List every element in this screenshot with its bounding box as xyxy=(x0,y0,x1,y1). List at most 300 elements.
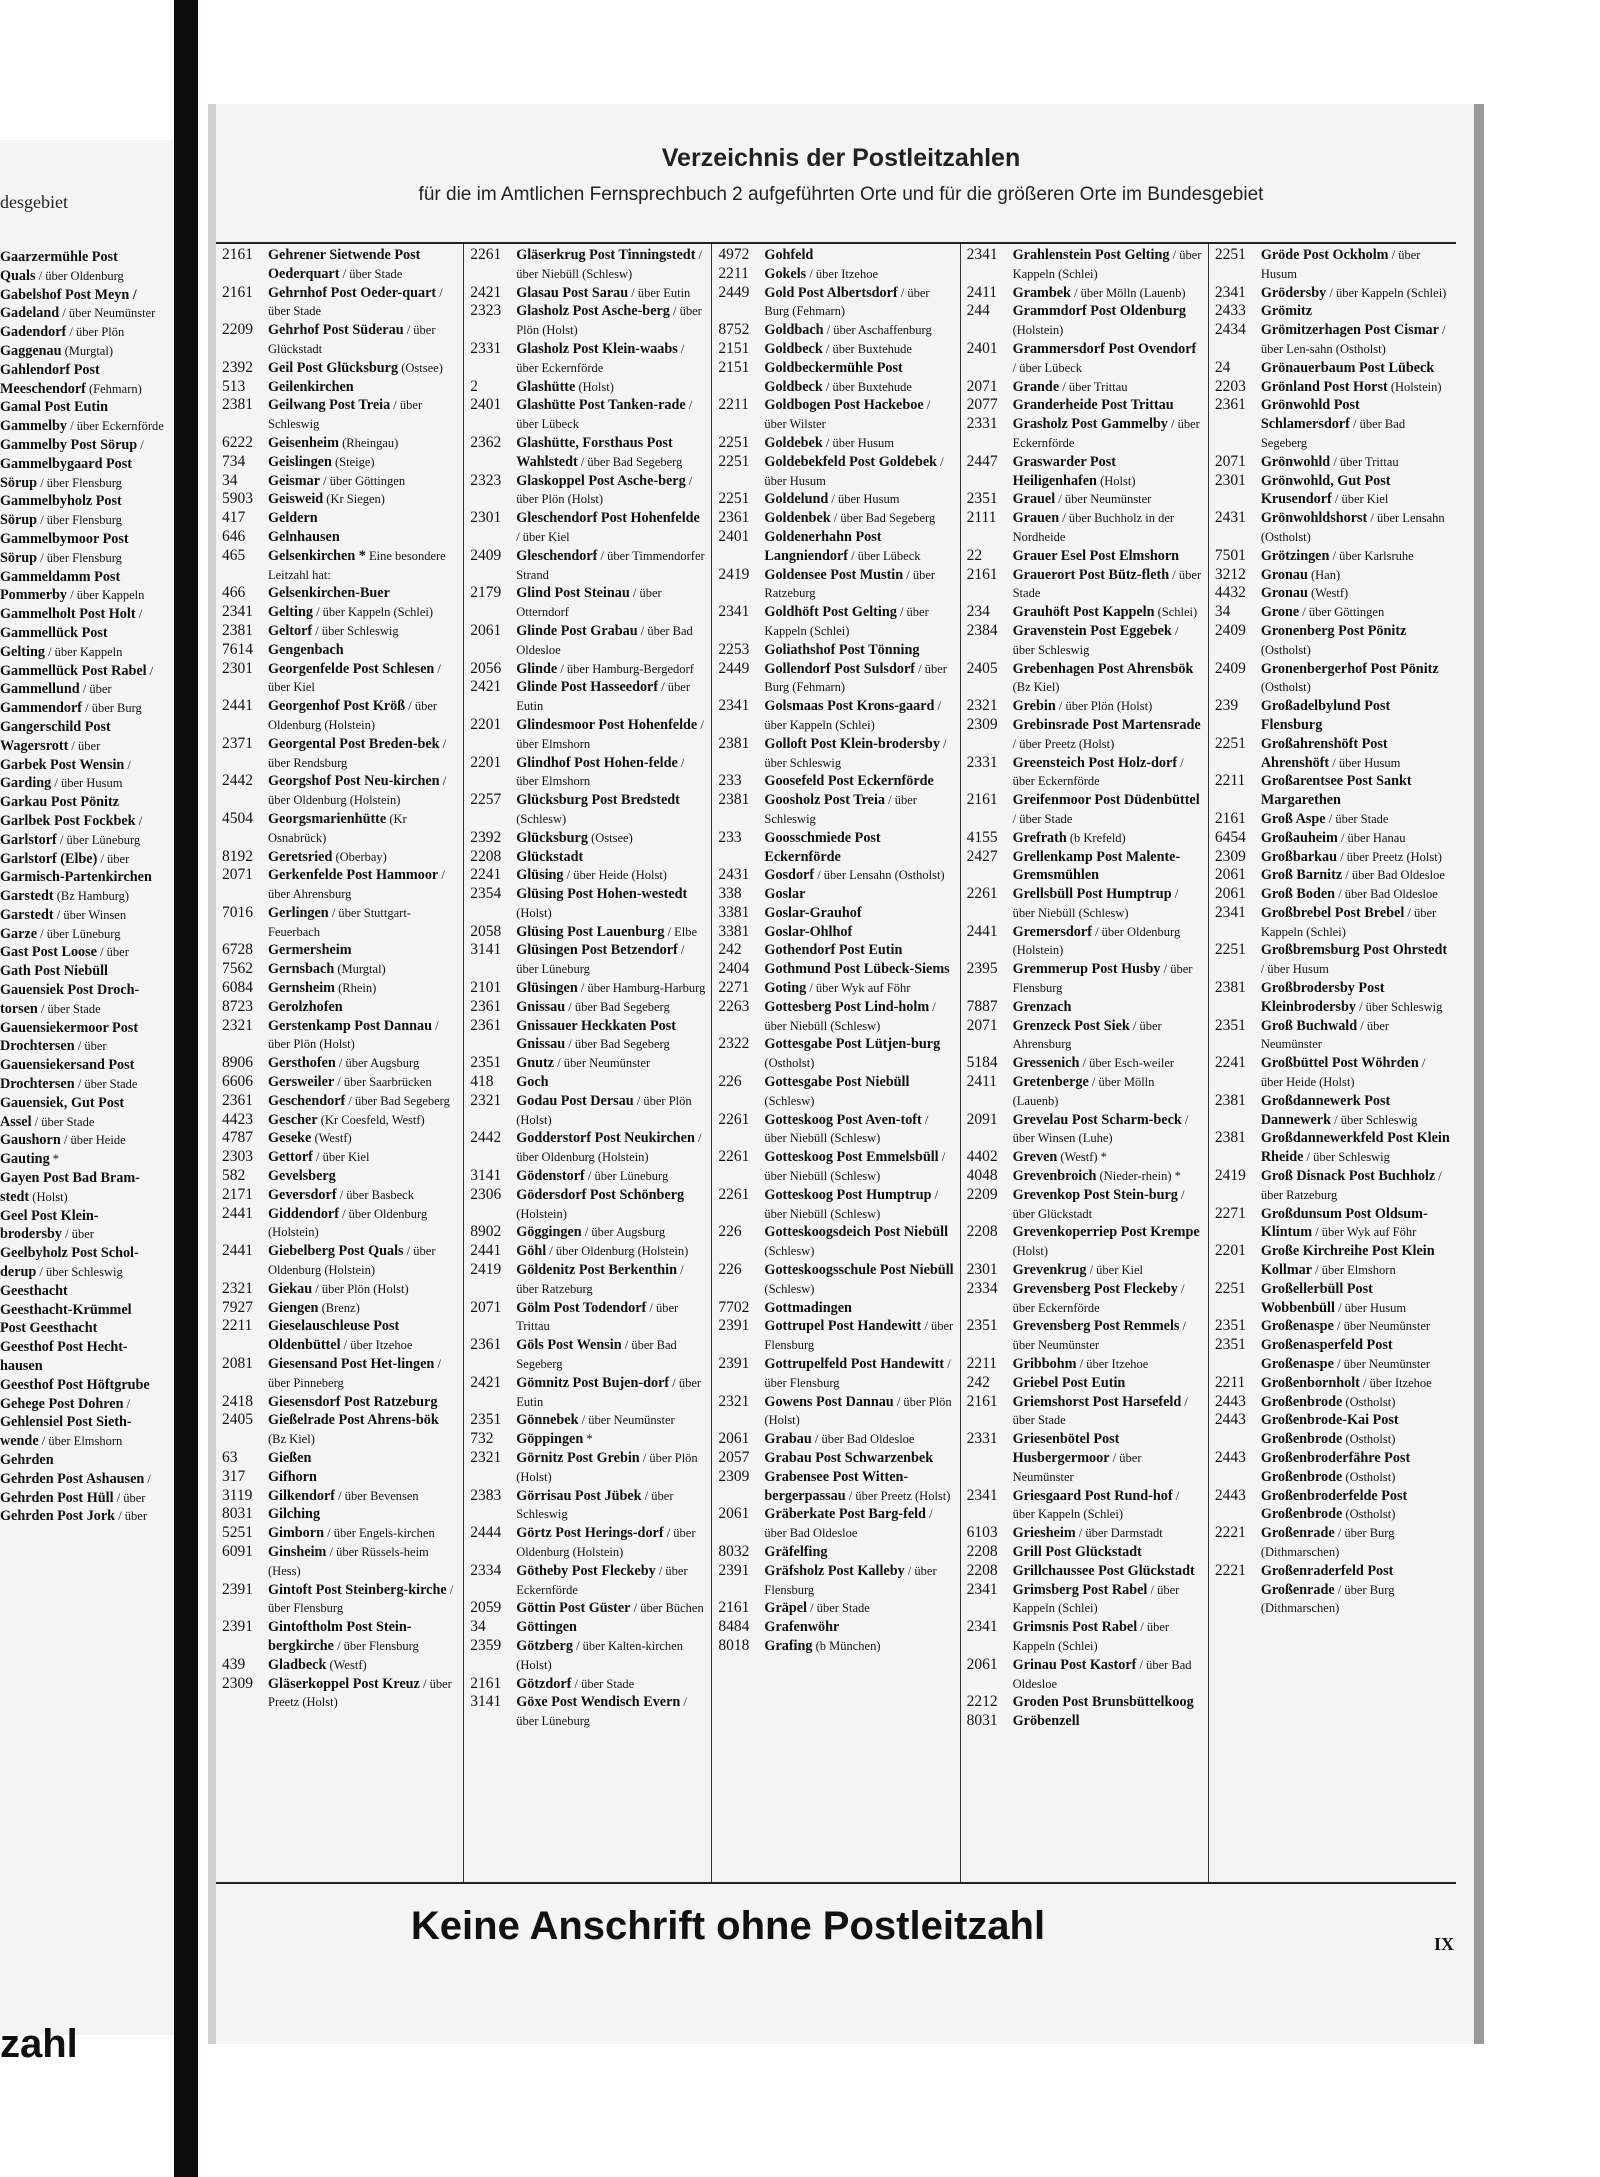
previous-page-entry xyxy=(0,981,198,1000)
place-entry xyxy=(268,1505,457,1524)
place-name: Große Kirchreihe Post Klein Kollmar xyxy=(1260,1243,1435,1279)
place-entry xyxy=(268,284,457,322)
place-name: Grenzeck Post Siek xyxy=(1012,1017,1130,1034)
place-name: Gremersdorf xyxy=(1012,923,1092,940)
place-routing: / über Plön (Holst) xyxy=(516,1451,698,1484)
place-name: Gräfsholz Post Kalleby xyxy=(764,1562,905,1579)
place-entry xyxy=(1261,1336,1450,1374)
place-entry xyxy=(1261,1524,1450,1562)
place-routing: / über Husum xyxy=(822,435,894,450)
place-routing: / über Trittau xyxy=(1059,379,1128,394)
place-routing: / über Stade xyxy=(571,1676,635,1691)
postcode: 2381 xyxy=(718,791,750,809)
place-routing: (Ostholst) xyxy=(764,1056,815,1071)
place-routing: / über Bad Segeberg xyxy=(1260,417,1406,450)
postcode-entry xyxy=(222,697,457,735)
postcode: 2253 xyxy=(718,640,750,658)
postcode: 6103 xyxy=(966,1524,998,1542)
previous-page-entry xyxy=(0,1282,198,1301)
place-name: Großauheim xyxy=(1260,829,1338,846)
previous-page-entry xyxy=(0,1395,198,1414)
place-entry xyxy=(1013,716,1202,754)
previous-page-entry-name: Gamal Post Eutin xyxy=(0,399,108,416)
place-name: Groß Aspe xyxy=(1260,810,1326,827)
postcode: 2261 xyxy=(966,885,998,903)
postcode: 2301 xyxy=(1214,471,1246,489)
place-entry xyxy=(1261,396,1450,452)
previous-page-entry xyxy=(0,492,198,511)
previous-page-entry-name: Gehrden Post Jork xyxy=(0,1508,116,1525)
postcode: 4504 xyxy=(222,809,253,827)
postcode-entry xyxy=(222,941,457,960)
postcode-entry xyxy=(470,1299,705,1337)
place-entry xyxy=(1261,1092,1450,1130)
place-entry xyxy=(516,1017,705,1055)
postcode-entry xyxy=(1215,509,1450,547)
place-name: Gerlingen xyxy=(268,904,329,921)
place-entry xyxy=(516,246,705,284)
postcode-entry xyxy=(967,1261,1202,1280)
previous-page-entry xyxy=(0,1470,198,1489)
place-entry xyxy=(268,1242,457,1280)
place-name: Gieselauschleuse Post Oldenbüttel xyxy=(268,1318,400,1354)
postcode-entry xyxy=(470,979,705,998)
place-entry xyxy=(268,960,457,979)
place-name: Giebelberg Post Quals xyxy=(268,1243,404,1260)
place-entry xyxy=(764,1111,953,1149)
place-name: Gersthofen xyxy=(268,1055,336,1072)
postcode: 2212 xyxy=(966,1693,998,1711)
place-entry xyxy=(516,1223,705,1242)
place-name: Goldenerhahn Post Langniendorf xyxy=(764,528,882,564)
place-routing: / über Kiel xyxy=(1086,1263,1144,1278)
place-routing: / über Preetz (Holst) xyxy=(845,1488,951,1503)
postcode-entry xyxy=(1215,1017,1450,1055)
place-routing: / über Heide (Holst) xyxy=(563,868,667,883)
previous-page-entry-detail: / über Elmshorn xyxy=(38,1434,123,1449)
place-name: Grafenwöhr xyxy=(764,1619,840,1636)
place-name: Griesgaard Post Rund-hof xyxy=(1012,1487,1173,1504)
place-routing: (b München) xyxy=(812,1638,881,1653)
previous-page-entry xyxy=(0,342,198,361)
postcode: 2251 xyxy=(1214,941,1246,959)
postcode: 2309 xyxy=(718,1467,750,1485)
postcode-entry xyxy=(470,547,705,585)
place-name: Georgshof Post Neu-kirchen xyxy=(268,773,440,790)
postcode: 2391 xyxy=(222,1618,253,1636)
postcode: 2331 xyxy=(470,339,502,357)
postcode: 2381 xyxy=(1214,1091,1246,1109)
place-routing: (Holstein) xyxy=(1012,323,1064,338)
previous-page-entry-name: Gehrden xyxy=(0,1452,54,1468)
place-name: Geislingen xyxy=(268,453,332,470)
place-name: Gretenberge xyxy=(1012,1074,1089,1091)
postcode-entry xyxy=(718,396,953,434)
place-entry xyxy=(1013,1261,1202,1280)
place-entry xyxy=(268,378,457,397)
place-entry xyxy=(516,396,705,434)
place-routing: (Oberbay) xyxy=(332,849,387,864)
place-entry xyxy=(1261,378,1450,397)
place-name: Geisweid xyxy=(268,491,324,508)
place-name: Goslar-Grauhof xyxy=(764,904,862,921)
place-routing: / über Bad Oldesloe xyxy=(811,1432,915,1447)
postcode: 582 xyxy=(222,1167,246,1185)
place-routing: / über Neumünster xyxy=(1333,1319,1431,1334)
place-name: Glüsing Post Hohen-westedt xyxy=(516,886,688,903)
place-entry xyxy=(764,1618,953,1637)
place-routing: / über Kappeln (Schlei) xyxy=(764,605,929,638)
postcode: 2321 xyxy=(222,1016,253,1034)
place-entry xyxy=(1013,1317,1202,1355)
previous-page-entry-detail: / xyxy=(123,1396,131,1411)
place-routing: Eine besondere Leitzahl hat: xyxy=(268,548,446,582)
place-name: Gießen xyxy=(268,1450,312,1466)
postcode: 2081 xyxy=(222,1355,253,1373)
place-entry xyxy=(1013,1581,1202,1619)
place-entry xyxy=(516,1411,705,1430)
place-entry xyxy=(268,1299,457,1318)
previous-page-entry-name: Gahlendorf Post xyxy=(0,361,100,378)
postcode: 8031 xyxy=(966,1712,998,1730)
postcode: 2 xyxy=(470,377,478,395)
place-name: Groden Post Brunsbüttelkoog xyxy=(1012,1694,1194,1711)
postcode-entry xyxy=(470,1524,705,1562)
place-name: Glaskoppel Post Asche-berg xyxy=(516,472,686,489)
place-entry xyxy=(1261,1167,1450,1205)
previous-page-entry xyxy=(0,1056,198,1075)
postcode: 2208 xyxy=(966,1223,998,1241)
place-entry xyxy=(516,547,705,585)
place-entry xyxy=(268,1167,457,1186)
postcode-entry xyxy=(222,1675,457,1713)
place-name: Gläserkrug Post Tinningstedt xyxy=(516,247,696,263)
place-routing: / über Stade xyxy=(1325,811,1389,826)
place-entry xyxy=(1013,960,1202,998)
place-name: Gothmund Post Lübeck-Siems xyxy=(764,961,950,978)
previous-page-entry-name: Sörup xyxy=(0,474,38,491)
postcode: 2443 xyxy=(1214,1486,1246,1504)
place-routing: (Kr Osnabrück) xyxy=(268,811,407,845)
place-name: Grebin xyxy=(1012,698,1056,715)
postcode: 2071 xyxy=(222,866,253,884)
postcode-columns xyxy=(216,242,1456,1884)
postcode-entry xyxy=(718,1637,953,1656)
postcode-entry xyxy=(718,960,953,979)
place-entry xyxy=(516,1618,705,1637)
postcode: 2161 xyxy=(470,1674,502,1692)
previous-page-entry-detail: / über Lüneburg xyxy=(37,926,121,941)
place-entry xyxy=(1013,1186,1202,1224)
postcode-entry xyxy=(718,528,953,566)
place-name: Georgsmarienhütte xyxy=(268,810,387,827)
postcode: 8752 xyxy=(718,321,750,339)
place-routing: / über Engels-kirchen xyxy=(323,1526,435,1541)
postcode: 2057 xyxy=(718,1449,750,1466)
place-name: Göttin Post Güster xyxy=(516,1600,631,1617)
place-name: Goldebek xyxy=(764,434,823,451)
place-name: Glücksburg Post Bredstedt xyxy=(516,792,680,809)
postcode: 2442 xyxy=(222,772,253,790)
postcode-entry xyxy=(222,1299,457,1318)
postcode: 2434 xyxy=(1214,321,1246,339)
place-routing: / über Basbeck xyxy=(336,1187,414,1202)
place-routing: / über Burg (Dithmarschen) xyxy=(1260,1526,1395,1559)
place-routing: * xyxy=(583,1432,593,1447)
place-entry xyxy=(268,1111,457,1130)
place-routing: / über Elmshorn xyxy=(516,717,704,751)
postcode: 2241 xyxy=(1214,1054,1246,1072)
postcode: 2409 xyxy=(1214,621,1246,639)
postcode-entry xyxy=(1215,1205,1450,1243)
postcode: 2351 xyxy=(1214,1016,1246,1034)
place-name: Glüsing xyxy=(516,867,564,884)
postcode-entry xyxy=(967,1581,1202,1619)
postcode-entry xyxy=(718,490,953,509)
place-name: Göttingen xyxy=(516,1619,577,1636)
place-name: Geversdorf xyxy=(268,1186,337,1203)
place-routing: / über Len-sahn (Ostholst) xyxy=(1260,323,1446,356)
place-entry xyxy=(1013,791,1202,829)
postcode: 513 xyxy=(222,377,246,395)
postcode-entry xyxy=(967,1111,1202,1149)
postcode-entry xyxy=(222,1393,457,1412)
previous-page-entry xyxy=(0,474,198,493)
previous-page-entry-name: Gammelby Post Sörup xyxy=(0,436,138,453)
place-name: Greensteich Post Holz-dorf xyxy=(1012,754,1178,771)
place-entry xyxy=(764,396,953,434)
postcode-entry xyxy=(967,1148,1202,1167)
place-entry xyxy=(1261,1411,1450,1449)
place-routing: / über Bad Segeberg xyxy=(577,454,683,469)
place-routing: / über Schleswig xyxy=(1330,1112,1418,1127)
place-routing: / über Buxtehude xyxy=(822,341,912,356)
postcode-entry xyxy=(1215,378,1450,397)
postcode-entry xyxy=(718,453,953,491)
place-entry xyxy=(1013,1562,1202,1581)
previous-page-entry-detail: / über Flensburg xyxy=(37,513,122,528)
previous-page-entry xyxy=(0,962,198,981)
place-routing: / über Lüneburg xyxy=(584,1169,669,1184)
place-entry xyxy=(764,1599,953,1618)
page-right-shadow xyxy=(1474,104,1484,2044)
postcode: 2211 xyxy=(966,1355,998,1373)
place-entry xyxy=(764,453,953,491)
place-name: Gerolzhofen xyxy=(268,998,343,1015)
postcode-entry xyxy=(967,415,1202,453)
postcode: 6606 xyxy=(222,1073,253,1091)
place-name: Grammdorf Post Oldenburg xyxy=(1012,303,1187,320)
place-name: Großenbornholt xyxy=(1260,1374,1360,1391)
postcode-entry xyxy=(222,1618,457,1656)
previous-page-entry-name: Geelbyholz Post Schol- xyxy=(0,1245,139,1262)
place-name: Gifhorn xyxy=(268,1468,317,1485)
postcode-entry xyxy=(1215,848,1450,867)
previous-page-entry xyxy=(0,1376,198,1395)
postcode-entry xyxy=(1215,584,1450,603)
place-name: Gläserkoppel Post Kreuz xyxy=(268,1675,420,1692)
postcode-entry xyxy=(967,378,1202,397)
postcode-entry xyxy=(718,1562,953,1600)
postcode: 2395 xyxy=(966,960,998,978)
place-entry xyxy=(268,1280,457,1299)
place-routing: (Ostholst) xyxy=(1342,1432,1396,1447)
postcode-entry xyxy=(967,754,1202,792)
place-routing: / über Oldenburg (Holstein) xyxy=(268,774,447,808)
place-name: Griemshorst Post Harsefeld xyxy=(1012,1393,1182,1410)
place-entry xyxy=(516,1487,705,1525)
previous-page-entry-detail: / xyxy=(144,1471,151,1486)
place-name: Grevenkop Post Stein-burg xyxy=(1012,1186,1178,1203)
postcode-entry xyxy=(967,660,1202,698)
postcode-entry xyxy=(718,1393,953,1431)
place-entry xyxy=(1261,866,1450,885)
place-entry xyxy=(268,1017,457,1055)
postcode-entry xyxy=(470,791,705,829)
place-entry xyxy=(1013,396,1202,415)
previous-page-entry xyxy=(0,643,198,662)
place-name: Gollendorf Post Sulsdorf xyxy=(764,660,915,677)
place-routing: / über Flensburg xyxy=(764,1563,937,1597)
place-routing: / über Preetz (Holst) xyxy=(268,1676,452,1710)
place-name: Gotteskoog Post Emmelsbüll xyxy=(764,1149,939,1166)
place-name: Grabau xyxy=(764,1431,812,1448)
place-entry xyxy=(1013,340,1202,378)
place-entry xyxy=(1261,1374,1450,1393)
place-entry xyxy=(516,1167,705,1186)
place-name: Gowens Post Dannau xyxy=(764,1393,894,1410)
place-name: Grönwohld xyxy=(1260,453,1331,470)
place-routing: (Ostholst) xyxy=(1342,1469,1396,1484)
place-name: Großarentsee Post Sankt Margarethen xyxy=(1260,773,1412,809)
postcode: 317 xyxy=(222,1467,246,1485)
place-name: Großdunsum Post Oldsum-Klintum xyxy=(1260,1205,1428,1241)
postcode-entry xyxy=(1215,359,1450,378)
binding-strip xyxy=(174,0,198,2177)
postcode: 2061 xyxy=(966,1655,998,1673)
place-entry xyxy=(268,1186,457,1205)
place-entry xyxy=(764,1355,953,1393)
place-entry xyxy=(1261,1129,1450,1167)
place-routing: / über Bad Segeberg xyxy=(565,999,670,1014)
place-name: Göppingen xyxy=(516,1431,584,1448)
place-name: Goldelund xyxy=(764,491,829,508)
postcode: 234 xyxy=(966,603,990,621)
place-name: Gottrupelfeld Post Handewitt xyxy=(764,1356,945,1373)
place-entry xyxy=(1013,754,1202,792)
postcode-entry xyxy=(967,1317,1202,1355)
previous-page-entry-detail: / über Stade xyxy=(31,1114,95,1129)
place-entry xyxy=(268,772,457,810)
footer-slogan: Keine Anschrift ohne Postleitzahl xyxy=(410,1904,1046,1948)
place-entry xyxy=(764,1543,953,1562)
postcode-entry xyxy=(470,1411,705,1430)
postcode-entry xyxy=(470,1374,705,1412)
previous-page-entry xyxy=(0,1432,198,1451)
previous-page-entry-name: Geesthacht xyxy=(0,1282,68,1299)
previous-page-entry xyxy=(0,1357,198,1376)
place-entry xyxy=(1013,1017,1202,1055)
postcode-entry xyxy=(470,941,705,979)
place-name: Gölm Post Todendorf xyxy=(516,1299,647,1316)
place-name: Goosefeld Post Eckernförde xyxy=(764,773,934,790)
place-name: Gronenberg Post Pönitz xyxy=(1260,622,1407,639)
previous-page-entry-name: Garmisch-Partenkirchen xyxy=(0,869,152,886)
postcode-entry xyxy=(1215,660,1450,698)
postcode-entry xyxy=(222,1524,457,1543)
place-name: Göldenitz Post Berkenthin xyxy=(516,1262,677,1279)
place-entry xyxy=(268,1468,457,1487)
postcode-entry xyxy=(222,1129,457,1148)
postcode-entry xyxy=(1215,1524,1450,1562)
place-entry xyxy=(516,941,705,979)
place-routing: / über Hamburg-Bergedorf xyxy=(557,661,694,676)
place-routing: / über Flensburg xyxy=(333,1638,419,1653)
place-routing: (Holst) xyxy=(516,905,552,920)
previous-page-entry-name: Post Geesthacht xyxy=(0,1320,98,1337)
place-routing: / über Eckernförde xyxy=(1012,417,1200,450)
postcode: 2391 xyxy=(718,1561,750,1579)
postcode: 2381 xyxy=(222,621,253,639)
place-entry xyxy=(1261,1562,1450,1618)
previous-page-entry-name: Garbek Post Wensin xyxy=(0,756,125,773)
place-name: Grill Post Glückstadt xyxy=(1012,1543,1142,1560)
postcode-entry xyxy=(1215,866,1450,885)
place-entry xyxy=(1013,378,1202,397)
postcode: 2341 xyxy=(966,1486,998,1504)
place-name: Großahrenshöft Post Ahrenshöft xyxy=(1260,735,1388,771)
place-name: Grönwohld Post Schlamersdorf xyxy=(1260,397,1360,433)
postcode: 2384 xyxy=(966,621,998,639)
place-entry xyxy=(1013,923,1202,961)
previous-page-entry-detail: / über xyxy=(113,1490,146,1505)
postcode: 2361 xyxy=(470,1016,502,1034)
postcode: 2071 xyxy=(1214,452,1246,470)
place-entry xyxy=(268,810,457,848)
previous-page-entry-name: Geesthof Post Höftgrube xyxy=(0,1376,150,1393)
postcode-entry xyxy=(1215,302,1450,321)
place-entry xyxy=(1261,735,1450,773)
previous-page-entry-detail: / xyxy=(137,437,144,452)
place-name: Germersheim xyxy=(268,942,352,959)
postcode-entry xyxy=(967,1693,1202,1712)
postcode: 2341 xyxy=(966,1618,998,1636)
place-entry xyxy=(764,1186,953,1224)
place-entry xyxy=(516,678,705,716)
postcode-column xyxy=(1209,244,1456,1882)
postcode: 226 xyxy=(718,1223,742,1241)
postcode-entry xyxy=(718,566,953,604)
postcode: 6222 xyxy=(222,433,253,451)
previous-page-entry-detail: / xyxy=(135,813,143,828)
place-name: Groß Disnack Post Buchholz xyxy=(1260,1168,1436,1185)
postcode: 2431 xyxy=(718,866,750,884)
place-name: Großbüttel Post Wöhrden xyxy=(1260,1055,1419,1072)
previous-page-entry-name: Gauensiek Post Droch- xyxy=(0,982,140,999)
place-entry xyxy=(1013,998,1202,1017)
place-entry xyxy=(1013,1054,1202,1073)
previous-page-entry-name: Gehrden Post Hüll xyxy=(0,1489,114,1506)
place-entry xyxy=(516,1524,705,1562)
place-name: Goosholz Post Treia xyxy=(764,792,885,809)
postcode: 2433 xyxy=(1214,302,1246,320)
postcode-entry xyxy=(967,509,1202,547)
previous-page-entry xyxy=(0,1188,198,1207)
postcode-entry xyxy=(718,641,953,660)
place-routing: / über Wyk auf Föhr xyxy=(1312,1225,1417,1240)
postcode-entry xyxy=(470,1599,705,1618)
postcode: 2251 xyxy=(1214,246,1246,263)
